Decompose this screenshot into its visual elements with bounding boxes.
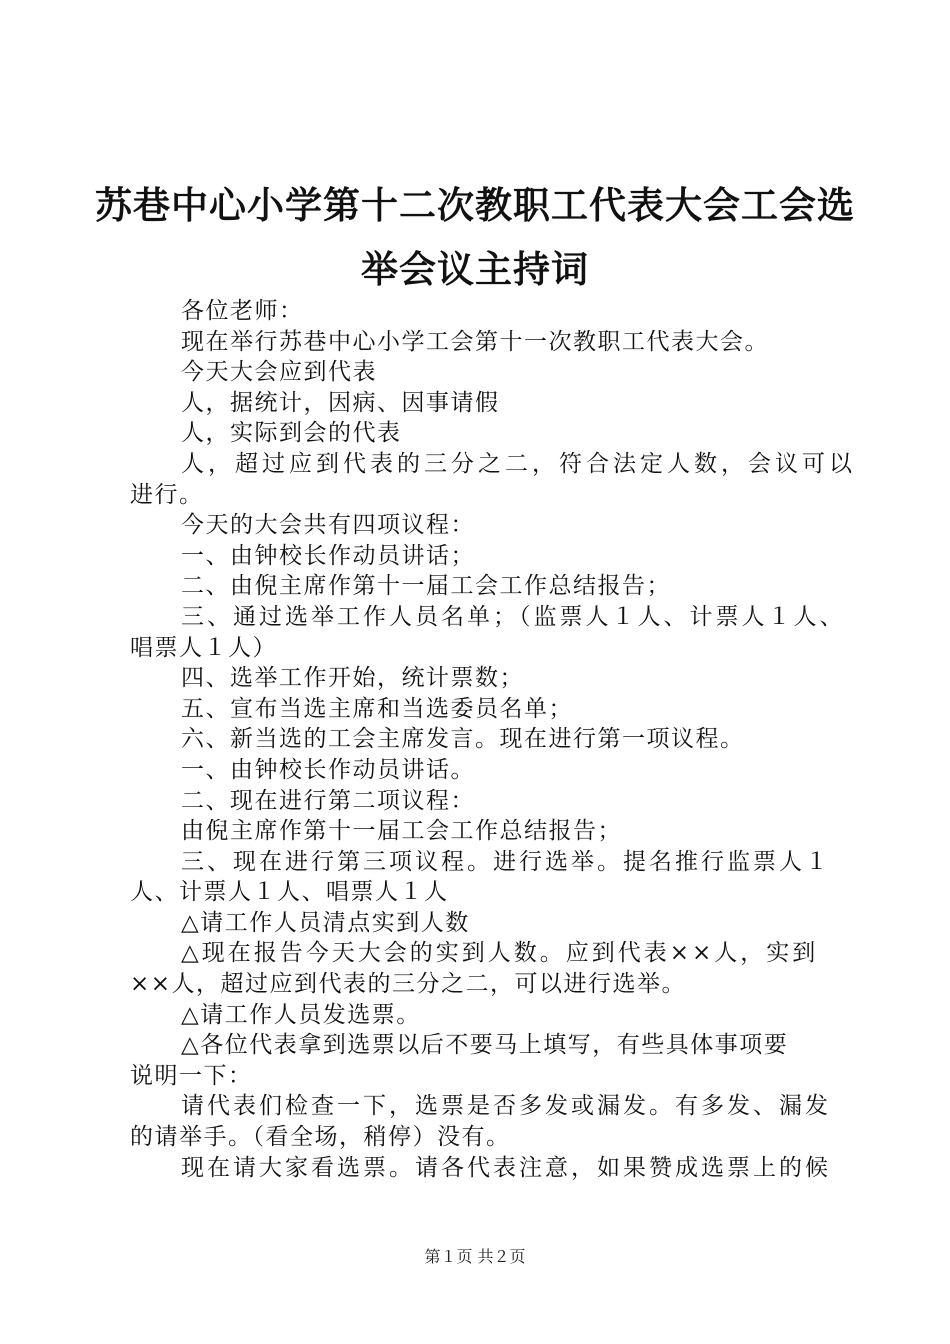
paragraph-line: 由倪主席作第十一届工会工作总结报告； <box>181 818 622 845</box>
paragraph-line: 人，超过应到代表的三分之二，符合法定人数，会议可以 <box>181 450 856 477</box>
paragraph-line: 的请举手。（看全场，稍停）没有。 <box>130 1124 511 1151</box>
paragraph-line: 一、由钟校长作动员讲话。 <box>181 756 475 783</box>
paragraph-line: 人，实际到会的代表 <box>181 420 402 447</box>
paragraph-line: 六、新当选的工会主席发言。现在进行第一项议程。 <box>181 726 745 753</box>
document-title-line-1: 苏巷中心小学第十二次教职工代表大会工会选 <box>95 184 855 227</box>
paragraph-line: 各位老师： <box>181 298 304 324</box>
paragraph-line: 二、由倪主席作第十一届工会工作总结报告； <box>181 573 671 600</box>
paragraph-line: 三、通过选举工作人员名单；（监票人１人、计票人１人、 <box>181 603 846 630</box>
paragraph-line: 人、计票人１人、唱票人１人 <box>130 879 449 906</box>
paragraph-line: 现在举行苏巷中心小学工会第十一次教职工代表大会。 <box>181 328 769 355</box>
document-title-line-2: 举会议主持词 <box>361 248 589 291</box>
paragraph-line: 四、选举工作开始，统计票数； <box>181 665 524 692</box>
paragraph-line: 今天的大会共有四项议程： <box>181 512 475 539</box>
paragraph-line: 请代表们检查一下，选票是否多发或漏发。有多发、漏发 <box>181 1093 831 1120</box>
paragraph-line: 进行。 <box>130 481 204 508</box>
paragraph-line: 唱票人１人） <box>130 634 277 661</box>
paragraph-line: △请工作人员清点实到人数 <box>181 909 470 936</box>
paragraph-line: △现在报告今天大会的实到人数。应到代表××人，实到 <box>181 940 819 967</box>
paragraph-line: 五、宣布当选主席和当选委员名单； <box>181 695 573 722</box>
paragraph-line: 说明一下： <box>130 1062 253 1089</box>
paragraph-line: 今天大会应到代表 <box>181 359 377 386</box>
document-body <box>130 296 856 1183</box>
paragraph-line: 二、现在进行第二项议程： <box>181 787 475 814</box>
paragraph-line: △各位代表拿到选票以后不要马上填写，有些具体事项要 <box>181 1032 789 1059</box>
page-number-footer: 第１页 共２页 <box>424 1247 526 1266</box>
paragraph-line: 三、现在进行第三项议程。进行选举。提名推行监票人１ <box>181 848 831 875</box>
paragraph-line: 现在请大家看选票。请各代表注意，如果赞成选票上的候 <box>181 1154 831 1181</box>
paragraph-line: 人，据统计，因病、因事请假 <box>181 389 500 416</box>
paragraph-line: ××人，超过应到代表的三分之二，可以进行选举。 <box>130 971 687 998</box>
paragraph-line: △请工作人员发选票。 <box>181 1001 421 1028</box>
paragraph-line: 一、由钟校长作动员讲话； <box>181 542 475 569</box>
